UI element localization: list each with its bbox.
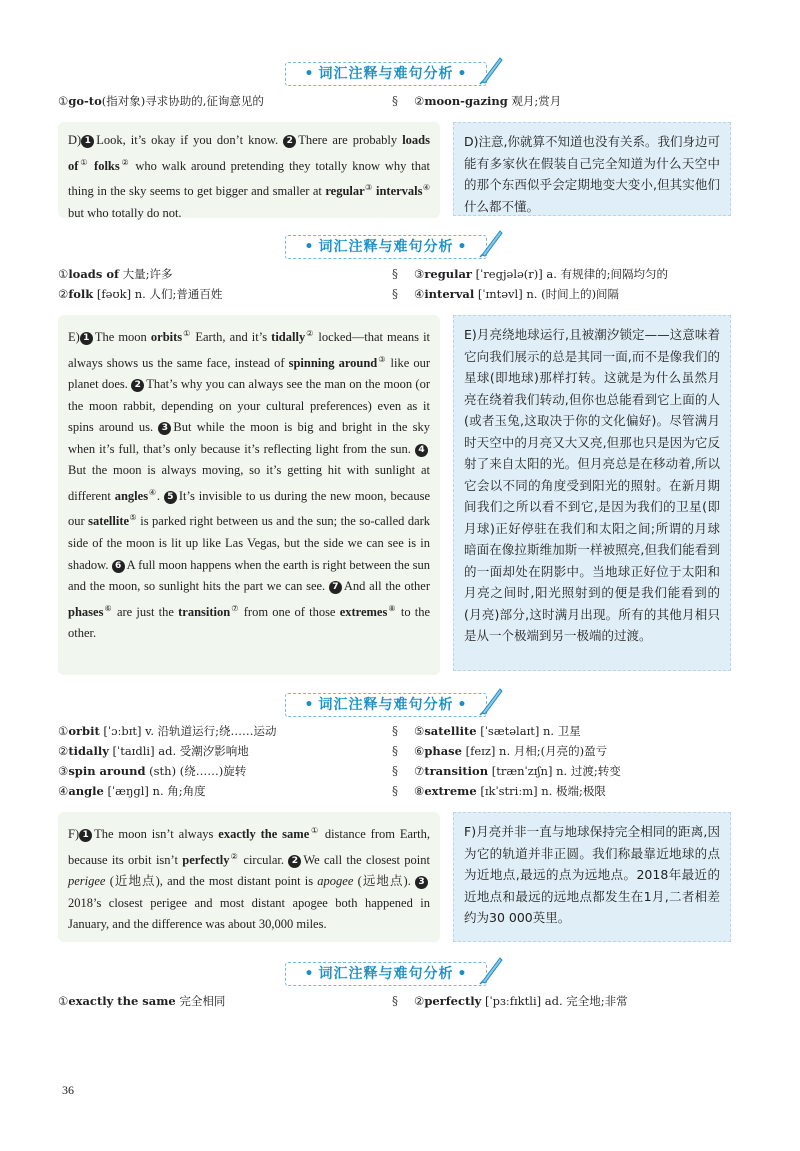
vocab-item: ⑧extreme [ɪkˈstriːm] n. 极端;极限 xyxy=(414,784,606,798)
vocab-item: ②moon-gazing 观月;赏月 xyxy=(414,94,562,108)
vocab-item: ①exactly the same 完全相同 xyxy=(58,994,226,1008)
vocab-item: ⑦transition [trænˈzɪʃn] n. 过渡;转变 xyxy=(414,764,621,778)
separator-icon: § xyxy=(392,287,398,301)
english-paragraph-e: E) 1 The moon orbits① Earth, and it’s tidally② locked—that means it always shows us the same face, instead of spinning around③ like our planet does. 2 That’s why you can always see the man on the moon (or the moon rabbit, depending on your cultural preferences) even as it spins around us. 3 But while the moon is big and bright in the sky when it’s full, that’s only because it’s reflecting light from the sun. 4But the moon is always moving, so it’s getting hit with sunlight at different angles④. 5 It’s invisible to us during the new moon, because our satellite⑤ is parked right between us and the sun; the so-called dark side of the moon is lit up like Las Vegas, but the side we can see is in shadow. 6 A full moon happens when the earth is right between the sun and the moon, so sunlight hits the part we can see. 7 And all the other phases⑥ are just the transition⑦ from one of those extremes⑧ to the other. xyxy=(58,315,440,675)
vocab-item: ③spin around (sth) (绕……)旋转 xyxy=(58,764,247,778)
separator-icon: § xyxy=(392,744,398,758)
page-number: 36 xyxy=(62,1083,74,1097)
english-paragraph-d: D) 1 Look, it’s okay if you don’t know. 2 There are probably loads of① folks② who walk around pretending they totally know why that thing in the sky seems to get bigger and smaller at regular③ intervals④ but who totally do not. xyxy=(58,122,440,218)
vocab-item: ①orbit [ˈɔːbɪt] v. 沿轨道运行;绕……运动 xyxy=(58,724,277,738)
vocab-item: ④interval [ˈɪntəvl] n. (时间上的)间隔 xyxy=(414,287,620,301)
separator-icon: § xyxy=(392,764,398,778)
separator-icon: § xyxy=(392,94,398,108)
separator-icon: § xyxy=(392,784,398,798)
quill-pen-icon xyxy=(478,955,504,985)
chinese-paragraph-d: D)注意,你就算不知道也没有关系。我们身边可能有多家伙在假装自己完全知道为什么天空中的那个东西似乎会定期地变大变小,但其实他们什么都不懂。 xyxy=(453,122,731,216)
english-paragraph-f: F) 1 The moon isn’t always exactly the same① distance from Earth, because its orbit isn’t perfectly② circular. 2 We call the closest point perigee (近地点), and the most distant point is apogee (远地点). 32018’s closest perigee and most distant apogee both happened in January, and the difference was about 30,000 miles. xyxy=(58,812,440,942)
separator-icon: § xyxy=(392,267,398,281)
separator-icon: § xyxy=(392,994,398,1008)
vocab-item: ②perfectly [ˈpɜːfɪktli] ad. 完全地;非常 xyxy=(414,994,628,1008)
vocab-item: ①loads of 大量;许多 xyxy=(58,267,173,281)
vocab-item: ②folk [fəʊk] n. 人们;普通百姓 xyxy=(58,287,223,301)
vocab-item: ⑤satellite [ˈsætəlaɪt] n. 卫星 xyxy=(414,724,581,738)
section-banner: • 词汇注释与难句分析 • xyxy=(285,693,487,717)
chinese-paragraph-f: F)月亮并非一直与地球保持完全相同的距离,因为它的轨道并非正圆。我们称最靠近地球的点为近地点,最远的点为远地点。2018年最近的近地点和最远的远地点都发生在1月,二者相差约为30 000英里。 xyxy=(453,812,731,942)
section-banner: • 词汇注释与难句分析 • xyxy=(285,62,487,86)
vocab-item: ①go-to(指对象)寻求协助的,征询意见的 xyxy=(58,94,264,108)
separator-icon: § xyxy=(392,724,398,738)
vocab-item: ②tidally [ˈtaɪdli] ad. 受潮汐影响地 xyxy=(58,744,249,758)
quill-pen-icon xyxy=(478,55,504,85)
banner-title: 词汇注释与难句分析 xyxy=(318,66,454,82)
vocab-item: ④angle [ˈæŋgl] n. 角;角度 xyxy=(58,784,206,798)
chinese-paragraph-e: E)月亮绕地球运行,且被潮汐锁定——这意味着它向我们展示的总是其同一面,而不是像我们的星球(即地球)那样打转。这就是为什么虽然月亮在绕着我们转动,但你也总能看到它上面的人(或者玉兔,这取决于你的文化偏好)。尽管满月时天空中的月亮又大又亮,但那也只是因为它反射了来自太阳的光。但月亮总是在移动着,所以它会以不同的角度受到阳光的照射。在新月期间我们之所以看不到它,是因为我们的卫星(即月球)正好停驻在我们和太阳之间;所谓的月球暗面在像拉斯维加斯一样被照亮,但我们能看到的一面却处在阴影中。当地球正好位于太阳和月亮之间时,阳光照射到的便是我们能看到的(月亮)部分,这时满月出现。所有的其他月相只是从一个极端到另一极端的过渡。 xyxy=(453,315,731,671)
vocab-item: ⑥phase [feɪz] n. 月相;(月亮的)盈亏 xyxy=(414,744,608,758)
vocab-item: ③regular [ˈregjələ(r)] a. 有规律的;间隔均匀的 xyxy=(414,267,668,281)
section-banner: • 词汇注释与难句分析 • xyxy=(285,962,487,986)
section-banner: • 词汇注释与难句分析 • xyxy=(285,235,487,259)
quill-pen-icon xyxy=(478,686,504,716)
quill-pen-icon xyxy=(478,228,504,258)
